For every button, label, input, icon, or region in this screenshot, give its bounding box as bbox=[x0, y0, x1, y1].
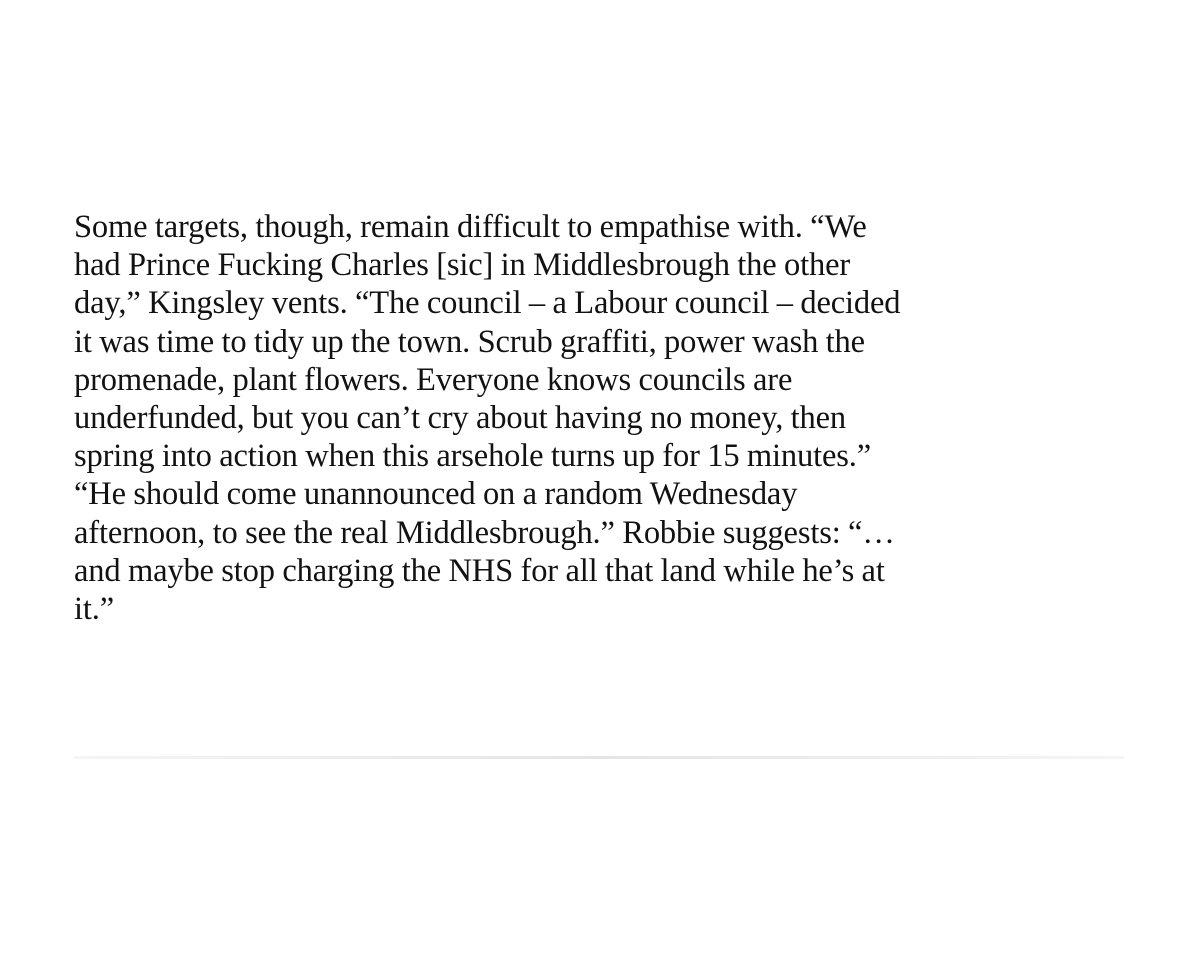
text-line: it was time to tidy up the town. Scrub graffiti, power wash the bbox=[74, 323, 865, 360]
text-line: spring into action when this arsehole turns up for 15 minutes.” bbox=[74, 438, 872, 475]
text-line: afternoon, to see the real Middlesbrough.” Robbie suggests: “… bbox=[74, 514, 895, 551]
faint-divider bbox=[74, 756, 1124, 759]
text-line: “He should come unannounced on a random Wednesday bbox=[74, 476, 798, 513]
text-line: had Prince Fucking Charles [sic] in Middlesbrough the other bbox=[74, 247, 851, 284]
text-line: day,” Kingsley vents. “The council – a Labour council – decided bbox=[74, 285, 901, 322]
text-line: it.” bbox=[74, 591, 115, 628]
text-line: promenade, plant flowers. Everyone knows councils are bbox=[74, 361, 793, 398]
article-excerpt bbox=[74, 208, 1144, 628]
text-line: underfunded, but you can’t cry about having no money, then bbox=[74, 400, 847, 437]
text-line: Some targets, though, remain difficult to empathise with. “We bbox=[74, 209, 867, 245]
text-line: and maybe stop charging the NHS for all that land while he’s at bbox=[74, 552, 885, 589]
